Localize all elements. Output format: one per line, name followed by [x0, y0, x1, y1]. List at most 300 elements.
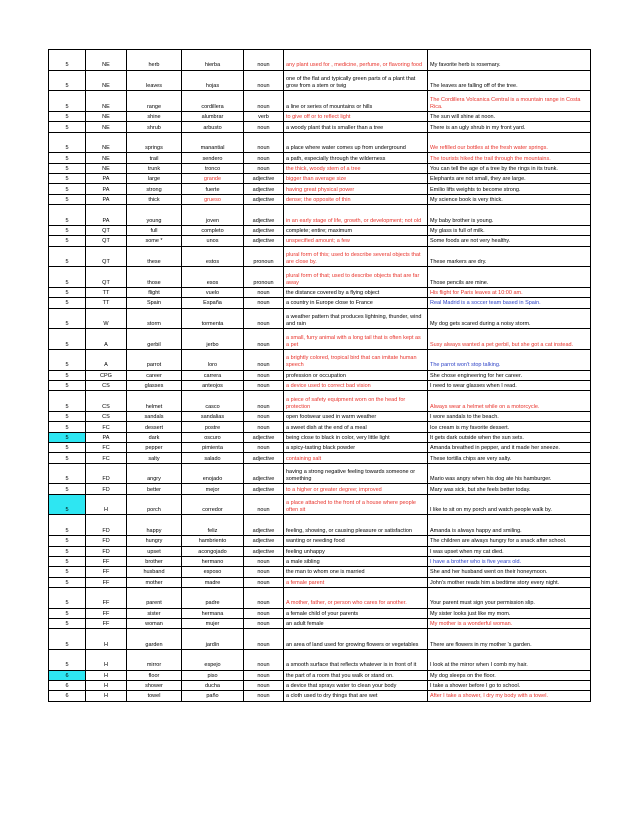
example-sentence-cell: Some foods are not very healthy. — [428, 236, 591, 246]
english-word-cell: dark — [127, 432, 182, 442]
part-of-speech-cell: adjective — [244, 484, 284, 494]
spanish-word-cell: padre — [182, 587, 244, 608]
example-sentence-cell: My favorite herb is rosemary. — [428, 50, 591, 71]
example-sentence-cell: I wore sandals to the beach. — [428, 412, 591, 422]
english-word-cell: husband — [127, 567, 182, 577]
definition-cell: bigger than average size — [284, 174, 428, 184]
definition-cell: dense; the opposite of thin — [284, 194, 428, 204]
table-row — [49, 515, 591, 536]
category-code-cell: FD — [86, 463, 127, 484]
example-sentence-cell: I like to sit on my porch and watch people walk by. — [428, 494, 591, 515]
level-cell: 5 — [49, 349, 86, 370]
part-of-speech-cell: noun — [244, 608, 284, 618]
spanish-word-cell: completo — [182, 225, 244, 235]
example-sentence-cell: Amanda breathed in pepper, and it made her sneeze. — [428, 443, 591, 453]
definition-cell: a device that sprays water to clean your body — [284, 680, 428, 690]
table-row — [49, 246, 591, 267]
level-cell: 5 — [49, 422, 86, 432]
part-of-speech-cell: adjective — [244, 236, 284, 246]
english-word-cell: brother — [127, 556, 182, 566]
definition-cell: having great physical power — [284, 184, 428, 194]
part-of-speech-cell: pronoun — [244, 267, 284, 288]
english-word-cell: towel — [127, 691, 182, 701]
english-word-cell: porch — [127, 494, 182, 515]
level-cell: 5 — [49, 443, 86, 453]
spanish-word-cell: mujer — [182, 618, 244, 628]
example-sentence-cell: She and her husband went on their honeymoon. — [428, 567, 591, 577]
definition-cell: to give off or to reflect light — [284, 112, 428, 122]
part-of-speech-cell: adjective — [244, 205, 284, 226]
level-cell: 5 — [49, 236, 86, 246]
part-of-speech-cell: adjective — [244, 463, 284, 484]
table-row — [49, 484, 591, 494]
definition-cell: a device used to correct bad vision — [284, 381, 428, 391]
spanish-word-cell: salado — [182, 453, 244, 463]
spanish-word-cell: cordillera — [182, 91, 244, 112]
table-row — [49, 412, 591, 422]
definition-cell: a country in Europe close to France — [284, 298, 428, 308]
spanish-word-cell: España — [182, 298, 244, 308]
category-code-cell: CPG — [86, 370, 127, 380]
spanish-word-cell: acongojado — [182, 546, 244, 556]
definition-cell: having a strong negative feeling towards someone or something — [284, 463, 428, 484]
spanish-word-cell: tormenta — [182, 308, 244, 329]
category-code-cell: QT — [86, 236, 127, 246]
level-cell: 5 — [49, 50, 86, 71]
table-row — [49, 194, 591, 204]
category-code-cell: QT — [86, 246, 127, 267]
table-row — [49, 308, 591, 329]
part-of-speech-cell: noun — [244, 370, 284, 380]
category-code-cell: FF — [86, 577, 127, 587]
category-code-cell: QT — [86, 225, 127, 235]
category-code-cell: H — [86, 691, 127, 701]
category-code-cell: FF — [86, 608, 127, 618]
example-sentence-cell: The Cordillera Volcanica Central is a mountain range in Costa Rica. — [428, 91, 591, 112]
table-row — [49, 608, 591, 618]
table-row — [49, 381, 591, 391]
example-sentence-cell: Emilio lifts weights to become strong. — [428, 184, 591, 194]
table-row — [49, 298, 591, 308]
table-row — [49, 463, 591, 484]
example-sentence-cell: We refilled our bottles at the fresh water springs. — [428, 132, 591, 153]
definition-cell: a piece of safety equipment worn on the head for protection — [284, 391, 428, 412]
example-sentence-cell: I look at the mirror when I comb my hair. — [428, 649, 591, 670]
spanish-word-cell: alumbrar — [182, 112, 244, 122]
english-word-cell: Spain — [127, 298, 182, 308]
level-cell: 5 — [49, 184, 86, 194]
spanish-word-cell: mejor — [182, 484, 244, 494]
definition-cell: containing salt — [284, 453, 428, 463]
table-row — [49, 443, 591, 453]
table-row — [49, 287, 591, 297]
english-word-cell: upset — [127, 546, 182, 556]
vocabulary-table — [48, 49, 591, 702]
part-of-speech-cell: noun — [244, 391, 284, 412]
example-sentence-cell: My dog sleeps on the floor. — [428, 670, 591, 680]
spanish-word-cell: grande — [182, 174, 244, 184]
spanish-word-cell: sandalias — [182, 412, 244, 422]
english-word-cell: range — [127, 91, 182, 112]
level-cell: 5 — [49, 308, 86, 329]
spanish-word-cell: estos — [182, 246, 244, 267]
example-sentence-cell: I need to wear glasses when I read. — [428, 381, 591, 391]
spanish-word-cell: paño — [182, 691, 244, 701]
part-of-speech-cell: noun — [244, 691, 284, 701]
category-code-cell: NE — [86, 132, 127, 153]
part-of-speech-cell: verb — [244, 112, 284, 122]
example-sentence-cell: My dog gets scared during a noisy storm. — [428, 308, 591, 329]
table-row — [49, 649, 591, 670]
part-of-speech-cell: noun — [244, 556, 284, 566]
spanish-word-cell: hermana — [182, 608, 244, 618]
category-code-cell: NE — [86, 112, 127, 122]
level-cell: 5 — [49, 298, 86, 308]
table-row — [49, 432, 591, 442]
english-word-cell: large — [127, 174, 182, 184]
example-sentence-cell: It gets dark outside when the sun sets. — [428, 432, 591, 442]
table-row — [49, 225, 591, 235]
definition-cell: to a higher or greater degree; improved — [284, 484, 428, 494]
example-sentence-cell: Amanda is always happy and smiling. — [428, 515, 591, 536]
category-code-cell: NE — [86, 50, 127, 71]
spanish-word-cell: corredor — [182, 494, 244, 515]
english-word-cell: springs — [127, 132, 182, 153]
category-code-cell: PA — [86, 194, 127, 204]
level-cell: 5 — [49, 194, 86, 204]
spanish-word-cell: hermano — [182, 556, 244, 566]
category-code-cell: W — [86, 308, 127, 329]
english-word-cell: herb — [127, 50, 182, 71]
spanish-word-cell: piso — [182, 670, 244, 680]
english-word-cell: glasses — [127, 381, 182, 391]
definition-cell: a small, furry animal with a long tail that is often kept as a pet — [284, 329, 428, 350]
category-code-cell: NE — [86, 70, 127, 91]
part-of-speech-cell: noun — [244, 50, 284, 71]
english-word-cell: shine — [127, 112, 182, 122]
table-row — [49, 577, 591, 587]
english-word-cell: dessert — [127, 422, 182, 432]
definition-cell: A mother, father, or person who cares for another. — [284, 587, 428, 608]
category-code-cell: H — [86, 649, 127, 670]
table-row — [49, 112, 591, 122]
category-code-cell: CS — [86, 391, 127, 412]
table-row — [49, 546, 591, 556]
category-code-cell: FD — [86, 515, 127, 536]
level-cell: 5 — [49, 329, 86, 350]
spanish-word-cell: madre — [182, 577, 244, 587]
example-sentence-cell: His flight for Paris leaves at 10:00 am. — [428, 287, 591, 297]
table-row — [49, 50, 591, 71]
part-of-speech-cell: adjective — [244, 184, 284, 194]
part-of-speech-cell: adjective — [244, 453, 284, 463]
level-cell: 5 — [49, 163, 86, 173]
part-of-speech-cell: noun — [244, 412, 284, 422]
level-cell: 5 — [49, 112, 86, 122]
english-word-cell: sandals — [127, 412, 182, 422]
example-sentence-cell: Elephants are not small, they are large. — [428, 174, 591, 184]
example-sentence-cell: These tortilla chips are very salty. — [428, 453, 591, 463]
definition-cell: feeling unhappy — [284, 546, 428, 556]
example-sentence-cell: The children are always hungry for a snack after school. — [428, 536, 591, 546]
category-code-cell: PA — [86, 184, 127, 194]
english-word-cell: shrub — [127, 122, 182, 132]
spanish-word-cell: manantial — [182, 132, 244, 153]
category-code-cell: FD — [86, 546, 127, 556]
spanish-word-cell: loro — [182, 349, 244, 370]
table-row — [49, 629, 591, 650]
part-of-speech-cell: noun — [244, 163, 284, 173]
category-code-cell: TT — [86, 298, 127, 308]
definition-cell: the man to whom one is married — [284, 567, 428, 577]
level-cell: 5 — [49, 629, 86, 650]
example-sentence-cell: These markers are dry. — [428, 246, 591, 267]
category-code-cell: H — [86, 670, 127, 680]
spanish-word-cell: tronco — [182, 163, 244, 173]
definition-cell: the part of a room that you walk or stand on. — [284, 670, 428, 680]
definition-cell: a weather pattern that produces lightning, thunder, wind and rain — [284, 308, 428, 329]
category-code-cell: NE — [86, 91, 127, 112]
level-cell: 5 — [49, 494, 86, 515]
english-word-cell: parent — [127, 587, 182, 608]
definition-cell: being close to black in color, very little light — [284, 432, 428, 442]
category-code-cell: PA — [86, 205, 127, 226]
part-of-speech-cell: noun — [244, 132, 284, 153]
spanish-word-cell: unos — [182, 236, 244, 246]
category-code-cell: PA — [86, 174, 127, 184]
category-code-cell: FD — [86, 484, 127, 494]
example-sentence-cell: My glass is full of milk. — [428, 225, 591, 235]
part-of-speech-cell: adjective — [244, 546, 284, 556]
definition-cell: complete; entire; maximum — [284, 225, 428, 235]
spanish-word-cell: jerbo — [182, 329, 244, 350]
part-of-speech-cell: pronoun — [244, 246, 284, 267]
example-sentence-cell: The sun will shine at noon. — [428, 112, 591, 122]
part-of-speech-cell: noun — [244, 649, 284, 670]
english-word-cell: some * — [127, 236, 182, 246]
table-row — [49, 184, 591, 194]
english-word-cell: mirror — [127, 649, 182, 670]
table-row — [49, 422, 591, 432]
spanish-word-cell: casco — [182, 391, 244, 412]
example-sentence-cell: The parrot won't stop talking. — [428, 349, 591, 370]
category-code-cell: FC — [86, 422, 127, 432]
english-word-cell: gerbil — [127, 329, 182, 350]
table-row — [49, 70, 591, 91]
category-code-cell: H — [86, 680, 127, 690]
definition-cell: the distance covered by a flying object — [284, 287, 428, 297]
definition-cell: one of the flat and typically green parts of a plant that grow from a stem or twig — [284, 70, 428, 91]
table-row — [49, 453, 591, 463]
example-sentence-cell: Real Madrid is a soccer team based in Spain. — [428, 298, 591, 308]
english-word-cell: flight — [127, 287, 182, 297]
english-word-cell: shower — [127, 680, 182, 690]
part-of-speech-cell: adjective — [244, 174, 284, 184]
category-code-cell: PA — [86, 432, 127, 442]
level-cell: 5 — [49, 267, 86, 288]
english-word-cell: salty — [127, 453, 182, 463]
example-sentence-cell: The tourists hiked the trail through the mountains. — [428, 153, 591, 163]
part-of-speech-cell: adjective — [244, 432, 284, 442]
spanish-word-cell: jardín — [182, 629, 244, 650]
level-cell: 5 — [49, 412, 86, 422]
example-sentence-cell: Your parent must sign your permission slip. — [428, 587, 591, 608]
spanish-word-cell: grueso — [182, 194, 244, 204]
part-of-speech-cell: noun — [244, 381, 284, 391]
definition-cell: unspecified amount; a few — [284, 236, 428, 246]
spanish-word-cell: postre — [182, 422, 244, 432]
category-code-cell: FF — [86, 556, 127, 566]
table-row — [49, 122, 591, 132]
example-sentence-cell: Mario was angry when his dog ate his hamburger. — [428, 463, 591, 484]
spanish-word-cell: hambriento — [182, 536, 244, 546]
english-word-cell: young — [127, 205, 182, 226]
definition-cell: feeling, showing, or causing pleasure or satisfaction — [284, 515, 428, 536]
part-of-speech-cell: noun — [244, 443, 284, 453]
level-cell: 5 — [49, 567, 86, 577]
table-row — [49, 536, 591, 546]
example-sentence-cell: Susy always wanted a pet gerbil, but she got a cat instead. — [428, 329, 591, 350]
level-cell: 5 — [49, 608, 86, 618]
level-cell: 5 — [49, 515, 86, 536]
example-sentence-cell: My sister looks just like my mom. — [428, 608, 591, 618]
table-row — [49, 670, 591, 680]
spanish-word-cell: esos — [182, 267, 244, 288]
spanish-word-cell: vuelo — [182, 287, 244, 297]
spanish-word-cell: enojado — [182, 463, 244, 484]
spanish-word-cell: anteojos — [182, 381, 244, 391]
level-cell: 5 — [49, 556, 86, 566]
category-code-cell: H — [86, 629, 127, 650]
part-of-speech-cell: noun — [244, 329, 284, 350]
english-word-cell: angry — [127, 463, 182, 484]
level-cell: 6 — [49, 670, 86, 680]
definition-cell: a sweet dish at the end of a meal — [284, 422, 428, 432]
definition-cell: a brightly colored, tropical bird that can imitate human speech — [284, 349, 428, 370]
part-of-speech-cell: noun — [244, 298, 284, 308]
definition-cell: an area of land used for growing flowers or vegetables — [284, 629, 428, 650]
example-sentence-cell: Always wear a helmet while on a motorcycle. — [428, 391, 591, 412]
definition-cell: a smooth surface that reflects whatever is in front of it — [284, 649, 428, 670]
level-cell: 5 — [49, 391, 86, 412]
english-word-cell: trail — [127, 153, 182, 163]
part-of-speech-cell: noun — [244, 287, 284, 297]
part-of-speech-cell: noun — [244, 308, 284, 329]
part-of-speech-cell: noun — [244, 494, 284, 515]
part-of-speech-cell: noun — [244, 567, 284, 577]
spanish-word-cell: hojas — [182, 70, 244, 91]
level-cell: 5 — [49, 174, 86, 184]
level-cell: 5 — [49, 649, 86, 670]
level-cell: 5 — [49, 70, 86, 91]
category-code-cell: TT — [86, 287, 127, 297]
part-of-speech-cell: adjective — [244, 225, 284, 235]
english-word-cell: thick — [127, 194, 182, 204]
spanish-word-cell: hierba — [182, 50, 244, 71]
definition-cell: any plant used for , medicine, perfume, or flavoring food — [284, 50, 428, 71]
level-cell: 5 — [49, 618, 86, 628]
english-word-cell: pepper — [127, 443, 182, 453]
table-row — [49, 567, 591, 577]
part-of-speech-cell: noun — [244, 618, 284, 628]
category-code-cell: FF — [86, 618, 127, 628]
english-word-cell: happy — [127, 515, 182, 536]
table-row — [49, 236, 591, 246]
category-code-cell: FF — [86, 587, 127, 608]
category-code-cell: FD — [86, 536, 127, 546]
part-of-speech-cell: noun — [244, 680, 284, 690]
spanish-word-cell: carrera — [182, 370, 244, 380]
part-of-speech-cell: noun — [244, 349, 284, 370]
english-word-cell: mother — [127, 577, 182, 587]
example-sentence-cell: Mary was sick, but she feels better today. — [428, 484, 591, 494]
english-word-cell: parrot — [127, 349, 182, 370]
example-sentence-cell: My science book is very thick. — [428, 194, 591, 204]
english-word-cell: full — [127, 225, 182, 235]
example-sentence-cell: My baby brother is young. — [428, 205, 591, 226]
level-cell: 5 — [49, 381, 86, 391]
spanish-word-cell: sendero — [182, 153, 244, 163]
level-cell: 5 — [49, 205, 86, 226]
category-code-cell: FC — [86, 453, 127, 463]
table-row — [49, 556, 591, 566]
definition-cell: the thick, woody stem of a tree — [284, 163, 428, 173]
english-word-cell: strong — [127, 184, 182, 194]
table-row — [49, 174, 591, 184]
english-word-cell: better — [127, 484, 182, 494]
spanish-word-cell: arbusto — [182, 122, 244, 132]
english-word-cell: woman — [127, 618, 182, 628]
table-row — [49, 132, 591, 153]
example-sentence-cell: There are flowers in my mother 's garden. — [428, 629, 591, 650]
table-row — [49, 587, 591, 608]
example-sentence-cell: You can tell the age of a tree by the rings in its trunk. — [428, 163, 591, 173]
part-of-speech-cell: noun — [244, 70, 284, 91]
english-word-cell: career — [127, 370, 182, 380]
part-of-speech-cell: noun — [244, 153, 284, 163]
definition-cell: a female child of your parents — [284, 608, 428, 618]
level-cell: 5 — [49, 577, 86, 587]
part-of-speech-cell: noun — [244, 587, 284, 608]
vocabulary-rows — [49, 50, 591, 702]
example-sentence-cell: My mother is a wonderful woman. — [428, 618, 591, 628]
level-cell: 5 — [49, 122, 86, 132]
category-code-cell: NE — [86, 153, 127, 163]
category-code-cell: A — [86, 349, 127, 370]
part-of-speech-cell: noun — [244, 670, 284, 680]
level-cell: 5 — [49, 370, 86, 380]
category-code-cell: FC — [86, 443, 127, 453]
spanish-word-cell: pimienta — [182, 443, 244, 453]
example-sentence-cell: The leaves are falling off of the tree. — [428, 70, 591, 91]
category-code-cell: QT — [86, 267, 127, 288]
category-code-cell: NE — [86, 122, 127, 132]
part-of-speech-cell: adjective — [244, 515, 284, 536]
category-code-cell: CS — [86, 412, 127, 422]
part-of-speech-cell: noun — [244, 629, 284, 650]
definition-cell: a place where water comes up from underground — [284, 132, 428, 153]
table-row — [49, 691, 591, 701]
table-row — [49, 494, 591, 515]
table-row — [49, 680, 591, 690]
english-word-cell: hungry — [127, 536, 182, 546]
level-cell: 5 — [49, 453, 86, 463]
category-code-cell: CS — [86, 381, 127, 391]
definition-cell: a line or series of mountains or hills — [284, 91, 428, 112]
spanish-word-cell: feliz — [182, 515, 244, 536]
level-cell: 5 — [49, 153, 86, 163]
english-word-cell: leaves — [127, 70, 182, 91]
